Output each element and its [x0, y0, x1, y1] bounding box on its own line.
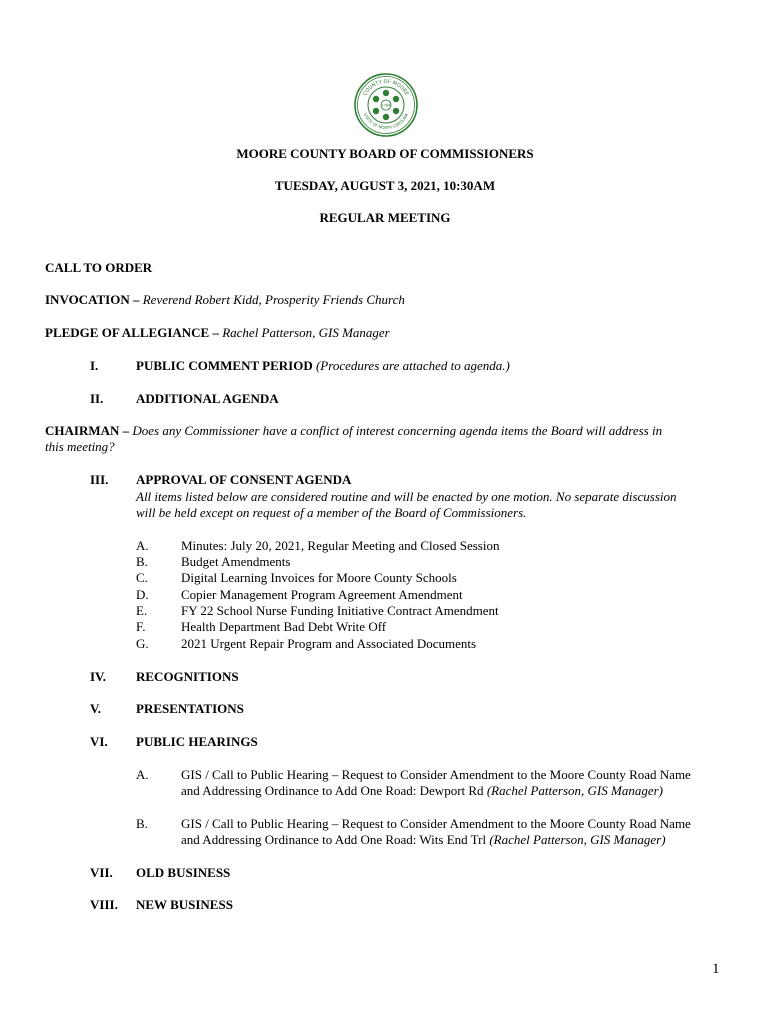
seal-top-text: COUNTY OF MOORE — [362, 78, 410, 97]
board-title: MOORE COUNTY BOARD OF COMMISSIONERS — [236, 146, 534, 161]
consent-item-text: Digital Learning Invoices for Moore County Schools — [181, 570, 457, 585]
section-7-numeral: VII. — [90, 865, 113, 880]
seal-bottom-text: STATE OF NORTH CAROLINA — [362, 112, 410, 131]
section-1 — [136, 358, 510, 374]
call-to-order: CALL TO ORDER — [45, 260, 153, 275]
section-1-title: PUBLIC COMMENT PERIOD — [136, 358, 313, 373]
county-seal-logo — [354, 73, 418, 137]
chairman-label: CHAIRMAN – — [45, 423, 130, 438]
consent-item-letter: G. — [136, 636, 149, 651]
consent-item-letter: D. — [136, 587, 149, 602]
section-6-numeral: VI. — [90, 734, 108, 749]
section-6-title: PUBLIC HEARINGS — [136, 734, 258, 749]
consent-item-text: Budget Amendments — [181, 554, 291, 569]
section-5-title: PRESENTATIONS — [136, 701, 244, 716]
section-5-numeral: V. — [90, 701, 101, 716]
consent-item-letter: C. — [136, 570, 148, 585]
consent-item-letter: E. — [136, 603, 148, 618]
section-3-desc-2: will be held except on request of a member of the Board of Commissioners. — [136, 505, 527, 520]
section-7-title: OLD BUSINESS — [136, 865, 231, 880]
invocation-text: Reverend Robert Kidd, Prosperity Friends Church — [142, 292, 405, 307]
hearing-item-line-1: GIS / Call to Public Hearing – Request to Consider Amendment to the Moore County Road Name — [181, 767, 691, 782]
hearing-item-line-2 — [181, 783, 663, 799]
section-3-desc-1: All items listed below are considered routine and will be enacted by one motion. No separate discussion — [136, 489, 677, 504]
hearing-item-line-1: GIS / Call to Public Hearing – Request to Consider Amendment to the Moore County Road Name — [181, 816, 691, 831]
hearing-item-presenter: (Rachel Patterson, GIS Manager) — [486, 783, 663, 798]
hearing-item-text: and Addressing Ordinance to Add One Road: Wits End Trl — [181, 832, 487, 847]
section-8-title: NEW BUSINESS — [136, 897, 233, 912]
consent-item-text: Health Department Bad Debt Write Off — [181, 619, 387, 634]
chairman-question-1: Does any Commissioner have a conflict of interest concerning agenda items the Board will address in — [132, 423, 663, 438]
consent-item-letter: A. — [136, 538, 149, 553]
hearing-item-letter: B. — [136, 816, 148, 831]
chairman-line-1 — [45, 423, 662, 439]
invocation-label: INVOCATION – — [45, 292, 140, 307]
consent-item-text: Copier Management Program Agreement Amendment — [181, 587, 463, 602]
pledge-line — [45, 325, 390, 341]
pledge-label: PLEDGE OF ALLEGIANCE – — [45, 325, 219, 340]
meeting-date: TUESDAY, AUGUST 3, 2021, 10:30AM — [274, 178, 496, 193]
seal-center-text: 1784 — [381, 103, 391, 108]
section-2-title: ADDITIONAL AGENDA — [136, 391, 279, 406]
invocation-line — [45, 292, 405, 308]
consent-item-letter: B. — [136, 554, 148, 569]
page-number: 1 — [712, 961, 720, 977]
section-3-title: APPROVAL OF CONSENT AGENDA — [136, 472, 352, 487]
hearing-item-presenter: (Rachel Patterson, GIS Manager) — [489, 832, 666, 847]
section-1-note: (Procedures are attached to agenda.) — [315, 358, 510, 373]
section-4-title: RECOGNITIONS — [136, 669, 239, 684]
hearing-item-line-2 — [181, 832, 666, 848]
consent-item-letter: F. — [136, 619, 146, 634]
consent-item-text: 2021 Urgent Repair Program and Associated Documents — [181, 636, 477, 651]
consent-item-text: Minutes: July 20, 2021, Regular Meeting and Closed Session — [181, 538, 500, 553]
hearing-item-letter: A. — [136, 767, 149, 782]
hearing-item-text: and Addressing Ordinance to Add One Road: Dewport Rd — [181, 783, 484, 798]
section-4-numeral: IV. — [90, 669, 107, 684]
pledge-text: Rachel Patterson, GIS Manager — [222, 325, 390, 340]
meeting-type: REGULAR MEETING — [319, 210, 451, 225]
chairman-question-2: this meeting? — [45, 439, 115, 454]
section-2-numeral: II. — [90, 391, 104, 406]
section-3-numeral: III. — [90, 472, 109, 487]
section-8-numeral: VIII. — [90, 897, 118, 912]
consent-item-text: FY 22 School Nurse Funding Initiative Contract Amendment — [181, 603, 499, 618]
section-1-numeral: I. — [90, 358, 99, 373]
